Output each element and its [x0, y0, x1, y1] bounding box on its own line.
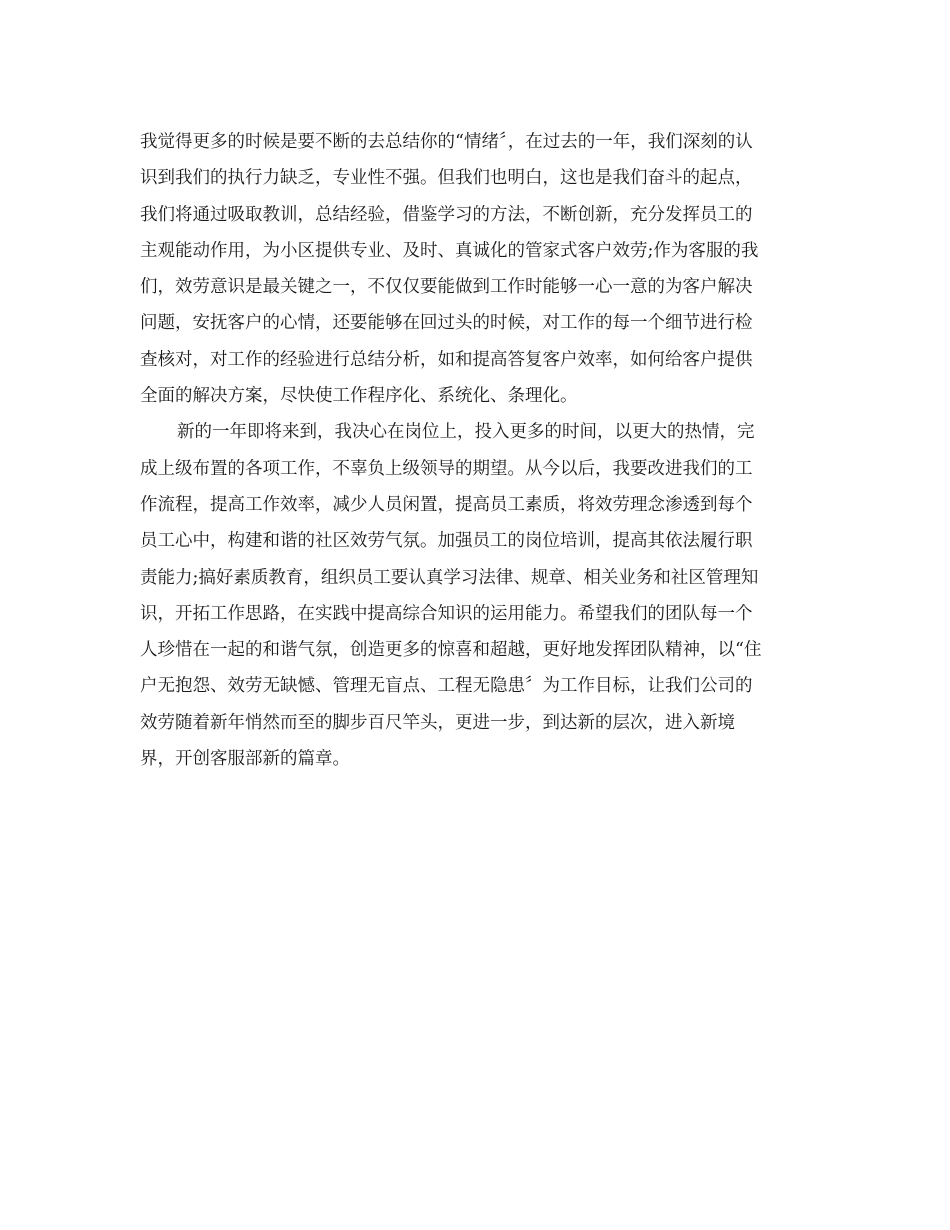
text-line: 问题，安抚客户的心情，还要能够在回过头的时候，对工作的每一个细节进行检	[140, 313, 753, 334]
paragraph-1	[140, 124, 810, 414]
text-line: 识到我们的执行力缺乏，专业性不强。但我们也明白，这也是我们奋斗的起点，	[140, 168, 753, 189]
text-line: 效劳随着新年悄然而至的脚步百尺竿头，更进一步，到达新的层次，进入新境	[140, 712, 735, 733]
text-line: 们，效劳意识是最关键之一，不仅仅要能做到工作时能够一心一意的为客户解决	[140, 277, 753, 298]
text-line: 全面的解决方案，尽快使工作程序化、系统化、条理化。	[140, 386, 578, 407]
text-line: 户无抱怨、效劳无缺憾、管理无盲点、工程无隐患〞为工作目标，让我们公司的	[140, 676, 753, 697]
text-line: 新的一年即将来到，我决心在岗位上，投入更多的时间，以更大的热情，完	[177, 422, 755, 443]
text-line: 查核对，对工作的经验进行总结分析，如和提高答复客户效率，如何给客户提供	[140, 349, 753, 370]
text-line: 作流程，提高工作效率，减少人员闲置，提高员工素质，将效劳理念渗透到每个	[140, 494, 753, 515]
text-line: 界，开创客服部新的篇章。	[140, 749, 350, 770]
text-line: 成上级布置的各项工作，不辜负上级领导的期望。从今以后，我要改进我们的工	[140, 458, 753, 479]
text-line: 识，开拓工作思路，在实践中提高综合知识的运用能力。希望我们的团队每一个	[140, 603, 753, 624]
text-line: 人珍惜在一起的和谐气氛，创造更多的惊喜和超越，更好地发挥团队精神，以“住	[140, 640, 762, 661]
text-line: 责能力;搞好素质教育，组织员工要认真学习法律、规章、相关业务和社区管理知	[140, 567, 759, 588]
text-line: 主观能动作用，为小区提供专业、及时、真诚化的管家式客户效劳;作为客服的我	[140, 240, 759, 261]
text-line: 员工心中，构建和谐的社区效劳气氛。加强员工的岗位培训，提高其依法履行职	[140, 531, 753, 552]
text-line: 我觉得更多的时候是要不断的去总结你的“情绪〞，在过去的一年，我们深刻的认	[140, 132, 753, 152]
paragraph-2	[140, 414, 810, 777]
document-body	[140, 124, 810, 777]
text-line: 我们将通过吸取教训，总结经验，借鉴学习的方法，不断创新，充分发挥员工的	[140, 204, 753, 225]
